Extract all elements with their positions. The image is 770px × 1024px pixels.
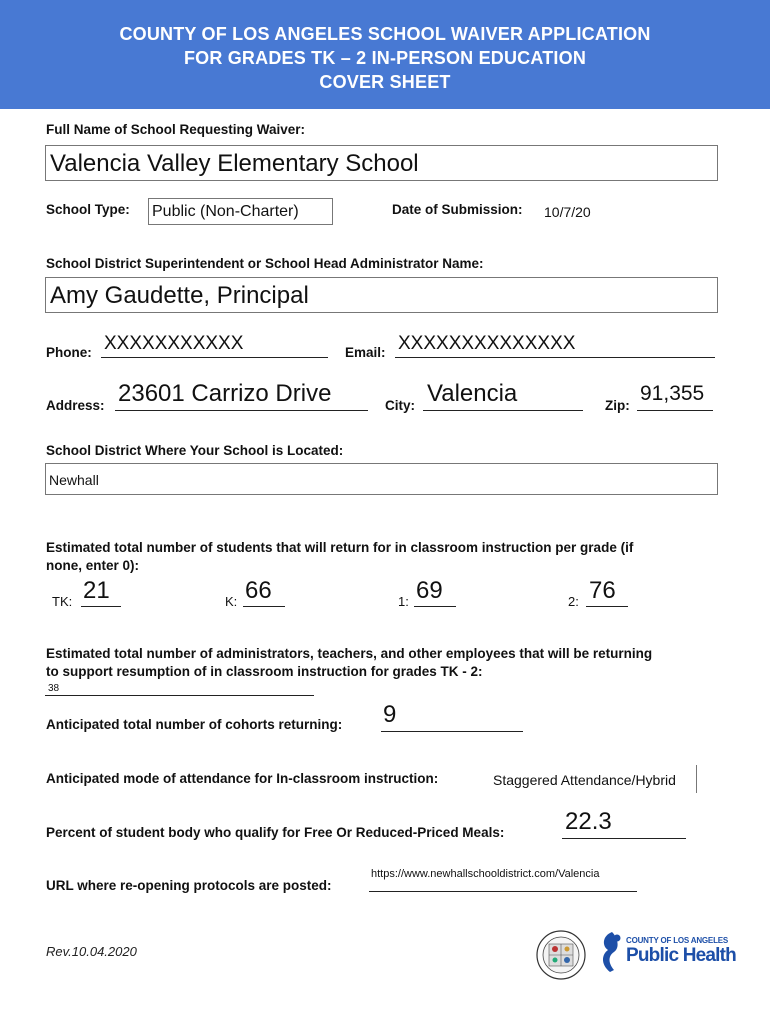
zip-field[interactable] — [637, 410, 713, 411]
tk-field[interactable] — [81, 606, 121, 607]
cohorts-label: Anticipated total number of cohorts returning: — [46, 717, 343, 732]
url-field[interactable] — [369, 891, 637, 892]
k-field[interactable] — [243, 606, 285, 607]
public-health-logo — [598, 928, 736, 974]
phone-field[interactable] — [101, 357, 328, 358]
grade1-field[interactable] — [414, 606, 456, 607]
attendance-value: Staggered Attendance/Hybrid — [493, 772, 676, 788]
superintendent-field[interactable] — [45, 277, 718, 313]
grade1-label: 1: — [398, 594, 409, 609]
address-field[interactable] — [115, 410, 368, 411]
k-value: 66 — [245, 577, 272, 604]
tk-value: 21 — [83, 577, 110, 604]
attendance-select[interactable] — [489, 765, 697, 793]
address-label: Address: — [46, 398, 105, 413]
phone-value: XXXXXXXXXXX — [104, 333, 244, 354]
school-name-value: Valencia Valley Elementary School — [50, 150, 419, 177]
revision-label: Rev.10.04.2020 — [46, 944, 137, 959]
url-label: URL where re-opening protocols are posted: — [46, 878, 332, 893]
grade2-value: 76 — [589, 577, 616, 604]
students-label-line1: Estimated total number of students that will return for in classroom instruction per grade (if — [46, 540, 634, 555]
zip-label: Zip: — [605, 398, 630, 413]
header-title-line2: FOR GRADES TK – 2 IN-PERSON EDUCATION — [183, 48, 587, 68]
attendance-label: Anticipated mode of attendance for In-classroom instruction: — [46, 771, 439, 786]
district-label: School District Where Your School is Located: — [46, 443, 344, 458]
district-value: Newhall — [49, 472, 99, 488]
email-label: Email: — [345, 345, 386, 360]
staff-field[interactable] — [45, 695, 314, 696]
address-value: 23601 Carrizo Drive — [118, 380, 332, 407]
tk-label: TK: — [52, 594, 73, 609]
header-title-line1: COUNTY OF LOS ANGELES SCHOOL WAIVER APPLICATION — [119, 24, 651, 44]
school-type-field[interactable] — [148, 198, 333, 225]
grade2-field[interactable] — [586, 606, 628, 607]
superintendent-value: Amy Gaudette, Principal — [50, 282, 309, 309]
frpm-label: Percent of student body who qualify for Free Or Reduced-Priced Meals: — [46, 825, 505, 840]
school-type-label: School Type: — [46, 202, 130, 217]
page-header — [0, 0, 770, 109]
school-type-value: Public (Non-Charter) — [152, 203, 299, 220]
district-field[interactable] — [45, 463, 718, 495]
email-value: XXXXXXXXXXXXXX — [398, 333, 576, 354]
city-label: City: — [385, 398, 415, 413]
students-label-line2: none, enter 0): — [46, 558, 140, 573]
public-health-emblem-icon — [598, 930, 624, 974]
frpm-field[interactable] — [562, 838, 686, 839]
staff-label-line1: Estimated total number of administrators, teachers, and other employees that will be returning — [46, 646, 653, 661]
date-submission-label: Date of Submission: — [392, 202, 523, 217]
city-value: Valencia — [427, 380, 518, 407]
superintendent-label: School District Superintendent or School Head Administrator Name: — [46, 256, 484, 271]
frpm-value: 22.3 — [565, 808, 612, 835]
header-title-line3: COVER SHEET — [319, 72, 451, 92]
grade2-label: 2: — [568, 594, 579, 609]
school-name-label: Full Name of School Requesting Waiver: — [46, 122, 306, 137]
zip-value: 91,355 — [640, 382, 705, 405]
url-value: https://www.newhallschooldistrict.com/Valencia — [371, 868, 600, 880]
public-health-title: Public Health — [626, 945, 736, 966]
date-submission-value[interactable]: 10/7/20 — [544, 204, 591, 220]
staff-value: 38 — [48, 683, 60, 694]
k-label: K: — [225, 594, 238, 609]
public-health-org: COUNTY OF LOS ANGELES — [626, 936, 729, 945]
school-name-field[interactable] — [45, 145, 718, 181]
county-seal-icon — [536, 930, 586, 980]
cohorts-value: 9 — [383, 701, 397, 728]
phone-label: Phone: — [46, 345, 92, 360]
staff-label-line2: to support resumption of in classroom instruction for grades TK - 2: — [46, 664, 483, 679]
cohorts-field[interactable] — [381, 731, 523, 732]
grade1-value: 69 — [416, 577, 443, 604]
email-field[interactable] — [395, 357, 715, 358]
city-field[interactable] — [423, 410, 583, 411]
